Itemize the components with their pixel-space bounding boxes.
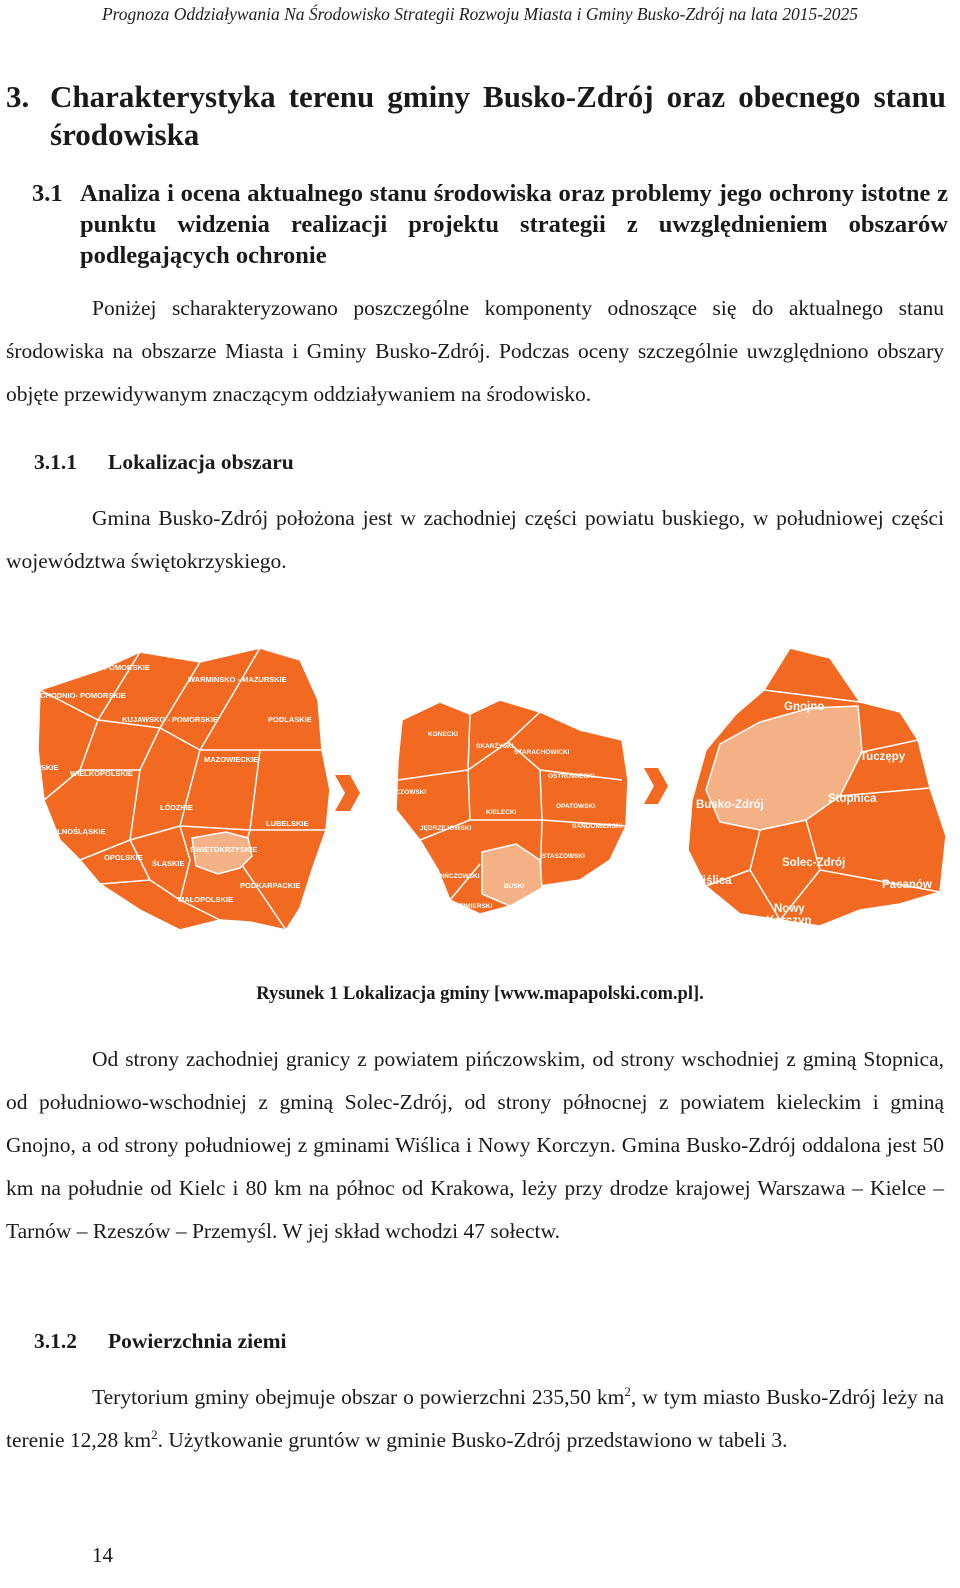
- county-label: Korczyn: [766, 915, 812, 927]
- arrow-right-icon: [335, 775, 360, 811]
- poland-label: ŁÓDZKIE: [160, 803, 193, 812]
- running-header: Prognoza Oddziaływania Na Środowisko Strategii Rozwoju Miasta i Gminy Busko-Zdrój na lata 2015-2025: [101, 4, 859, 24]
- surface-text-part: , w tym miasto Busko-Zdrój leży na terenie 12,28 km: [6, 1385, 945, 1452]
- poland-label: DOLNOŚLĄSKIE: [46, 827, 106, 836]
- poland-label: WARMIŃSKO - MAZURSKIE: [188, 675, 287, 684]
- voivodeship-label: KONECKI: [428, 731, 458, 738]
- poland-label: WIELKOPOLSKIE: [70, 769, 133, 778]
- county-label: Solec-Zdrój: [782, 857, 846, 869]
- voivodeship-label: BUSKI: [504, 883, 525, 890]
- voivodeship-label: STARACHOWICKI: [514, 749, 570, 756]
- subsection-number: 3.1.1: [34, 450, 77, 474]
- county-label: Pacanów: [882, 879, 932, 891]
- arrow-right-icon: [644, 768, 668, 804]
- voivodeship-map: [372, 700, 628, 914]
- county-map: [688, 648, 946, 927]
- boundaries-paragraph: Od strony zachodniej granicy z powiatem pińczowskim, od strony wschodniej z gminą Stopnica, od południowo-wschodniej z gminą Solec-Zdrój, od strony północnej z powiatem kieleckim i gminą Gnojno, a od strony południowej z gminami Wiślica i Nowy Korczyn. Gmina Busko-Zdrój oddalona jest 50 km na południe od Kielc i 80 km na północ od Krakowa, leży przy drodze krajowej Warszawa – Kielce – Tarnów – Rzeszów – Przemyśl. W jej skład wchodzi 47 sołectw.: [6, 1047, 944, 1243]
- surface-text-part: . Użytkowanie gruntów w gminie Busko-Zdrój przedstawiono w tabeli 3.: [157, 1428, 788, 1452]
- chapter-number: 3.: [6, 79, 30, 114]
- voivodeship-label: STASZOWSKI: [542, 853, 585, 860]
- county-label: Gnojno: [784, 701, 825, 713]
- county-label: Tuczępy: [860, 751, 906, 763]
- poland-label: PODLASKIE: [268, 715, 312, 724]
- voivodeship-label: PIŃCZOWSKI: [438, 873, 480, 880]
- county-label: Nowy: [774, 903, 805, 915]
- voivodeship-label: SANDOMIERSKI: [572, 823, 623, 830]
- voivodeship-label: JĘDRZEJOWSKI: [420, 825, 472, 832]
- location-maps-figure: [0, 630, 960, 960]
- poland-label: KUJAWSKO - POMORSKIE: [122, 715, 218, 724]
- poland-label: ZACHODNIO- POMORSKIE: [30, 691, 126, 700]
- county-label: Busko-Zdrój: [696, 799, 764, 811]
- county-label: Stopnica: [828, 793, 877, 805]
- poland-label: ŚWIĘTOKRZYSKIE: [190, 845, 258, 854]
- voivodeship-label: KAZIMIERSKI: [450, 903, 493, 910]
- county-label: Wiślica: [692, 875, 732, 887]
- poland-label: POMORSKIE: [104, 663, 150, 672]
- poland-label: ŚLĄSKIE: [152, 859, 185, 868]
- poland-label: MAŁOPOLSKIE: [178, 895, 234, 904]
- maps-svg: [0, 630, 960, 960]
- poland-label: LUBELSKIE: [266, 819, 309, 828]
- voivodeship-label: WŁOSZCZOWSKI: [372, 789, 427, 796]
- chapter-title: Charakterystyka terenu gminy Busko-Zdrój oraz obecnego stanu środowiska: [50, 79, 946, 152]
- section-title: Analiza i ocena aktualnego stanu środowiska oraz problemy jego ochrony istotne z punktu widzenia realizacji projektu strategii z uwzględnieniem obszarów podlegających ochronie: [80, 180, 948, 269]
- poland-label: OPOLSKIE: [104, 853, 143, 862]
- superscript: 2: [624, 1383, 631, 1399]
- voivodeship-label: SKARŻYSKI: [476, 743, 514, 750]
- poland-label: LUBUSKIE: [20, 763, 59, 772]
- poland-label: PODKARPACKIE: [240, 881, 301, 890]
- surface-text-part: Terytorium gminy obejmuje obszar o powierzchni 235,50 km: [92, 1385, 625, 1409]
- surface-paragraph: [6, 1376, 944, 1462]
- location-paragraph: Gmina Busko-Zdrój położona jest w zachodniej części powiatu buskiego, w południowej części województwa świętokrzyskiego.: [6, 506, 944, 573]
- superscript: 2: [151, 1426, 158, 1442]
- page-number: 14: [92, 1543, 113, 1567]
- intro-paragraph: Poniżej scharakteryzowano poszczególne komponenty odnoszące się do aktualnego stanu środowiska na obszarze Miasta i Gminy Busko-Zdrój. Podczas oceny szczególnie uwzględniono obszary objęte przewidywanym znaczącym oddziaływaniem na środowisko.: [6, 296, 944, 406]
- figure-caption: Rysunek 1 Lokalizacja gminy [www.mapapolski.com.pl].: [256, 984, 704, 1004]
- poland-label: MAZOWIECKIE: [204, 755, 259, 764]
- subsection-title: Lokalizacja obszaru: [108, 450, 294, 474]
- voivodeship-label: KIELECKI: [486, 809, 517, 816]
- subsection-title: Powierzchnia ziemi: [108, 1329, 287, 1353]
- voivodeship-label: OSTROWIECKI: [548, 773, 595, 780]
- poland-map: [20, 648, 330, 930]
- voivodeship-label: OPATOWSKI: [556, 803, 595, 810]
- subsection-number: 3.1.2: [34, 1329, 77, 1353]
- section-number: 3.1: [32, 180, 63, 207]
